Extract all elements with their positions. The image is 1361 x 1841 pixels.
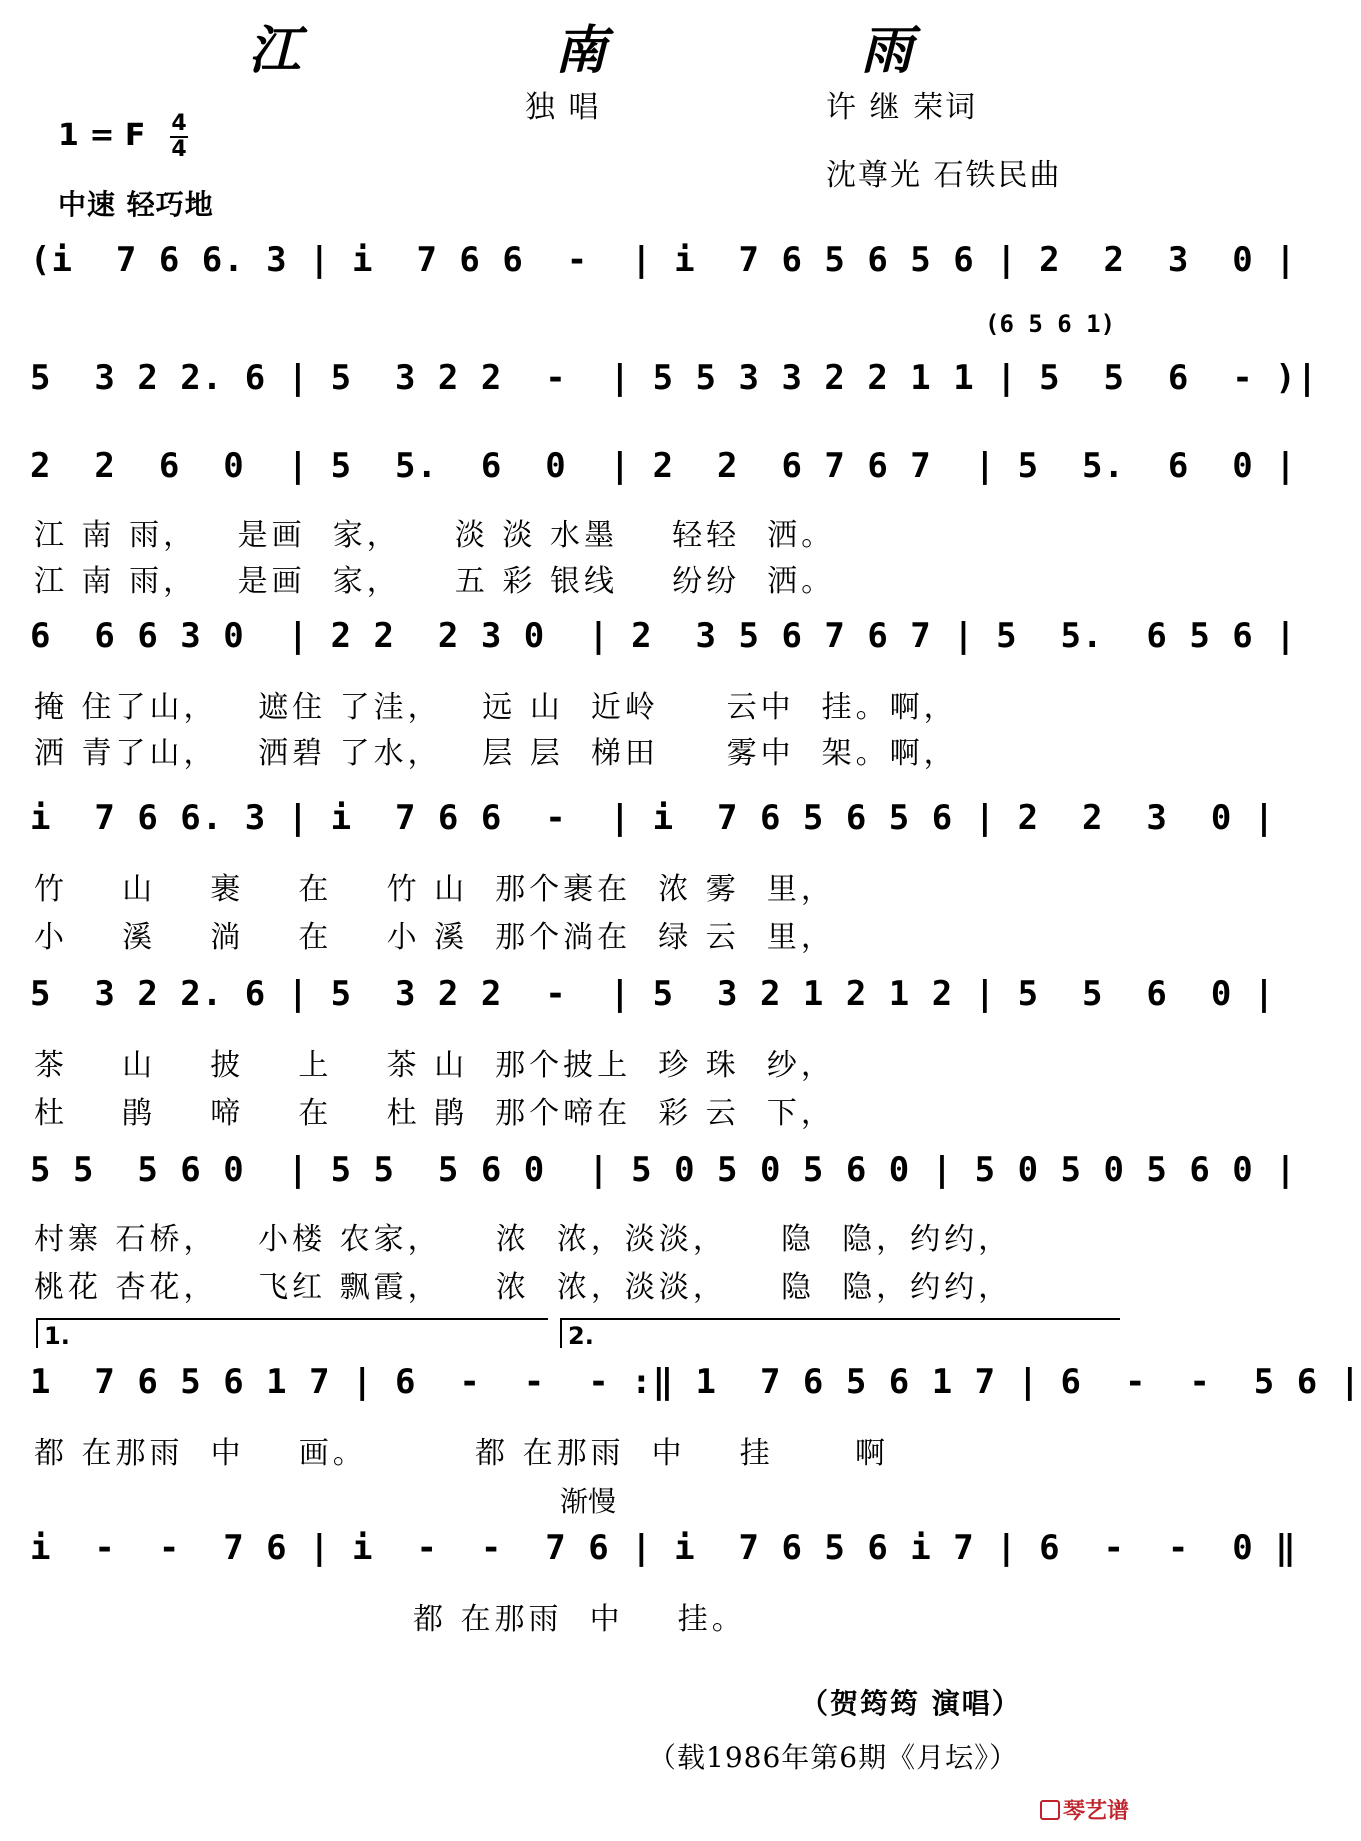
score-row-7-notes: 5 5 5 6 0 | 5 5 5 6 0 | 5 0 5 0 5 6 0 | 5 0 5 0 5 6 0 |: [30, 1150, 1297, 1190]
key-signature: 1 = F: [58, 118, 146, 153]
performance-type: 独 唱: [525, 90, 601, 125]
score-row-4-notes: 6 6 6 3 0 | 2 2 2 3 0 | 2 3 5 6 7 6 7 | 5 5. 6 5 6 |: [30, 616, 1297, 656]
score-row-6-notes: 5 3 2 2. 6 | 5 3 2 2 - | 5 3 2 1 2 1 2 | 5 5 6 0 |: [30, 974, 1276, 1014]
site-watermark: [1040, 1794, 1129, 1825]
ending-1-bracket: [36, 1318, 548, 1320]
ritardando-marking: 渐慢: [560, 1485, 617, 1518]
ending-2-bracket: [560, 1318, 1120, 1320]
score-row-3-notes: 2 2 6 0 | 5 5. 6 0 | 2 2 6 7 6 7 | 5 5. 6 0 |: [30, 446, 1297, 486]
lyricist-credit: 许 继 荣词: [826, 90, 978, 125]
ending-2-label: 2.: [568, 1322, 594, 1350]
tempo-marking: 中速 轻巧地: [58, 188, 214, 221]
score-row-1-notes: (i 7 6 6. 3 | i 7 6 6 - | i 7 6 5 6 5 6 | 2 2 3 0 |: [30, 240, 1297, 280]
row-7-lyric-verse-1: 村寨 石桥， 小楼 农家， 浓 浓，淡淡， 隐 隐，约约，: [34, 1222, 1013, 1257]
source-note: （载1986年第6期《月坛》）: [648, 1741, 1019, 1774]
score-row-2-notes: 5 3 2 2. 6 | 5 3 2 2 - | 5 5 3 3 2 2 1 1 | 5 5 6 - )|: [30, 358, 1319, 398]
row-7-lyric-verse-2: 桃花 杏花， 飞红 飘霞， 浓 浓，淡淡， 隐 隐，约约，: [34, 1270, 1013, 1305]
row-4-lyric-verse-2: 洒 青了山， 洒碧 了水， 层 层 梯田 雾中 架。啊，: [34, 736, 958, 771]
row-9-lyric: 都 在那雨 中 挂。: [34, 1602, 746, 1637]
singer-credit: （贺筠筠 演唱）: [800, 1687, 1022, 1720]
time-signature-bottom: 4: [171, 137, 187, 162]
time-signature-top: 4: [171, 111, 187, 136]
watermark-logo-icon: [1040, 1800, 1060, 1820]
row-6-lyric-verse-1: 茶 山 披 上 茶 山 那个披上 珍 珠 纱，: [34, 1048, 835, 1083]
watermark-text: 琴艺谱: [1063, 1799, 1130, 1824]
row-5-lyric-verse-1: 竹 山 裹 在 竹 山 那个裹在 浓 雾 里，: [34, 872, 835, 907]
row-6-lyric-verse-2: 杜 鹃 啼 在 杜 鹃 那个啼在 彩 云 下，: [34, 1096, 835, 1131]
composer-credit: 沈尊光 石铁民曲: [826, 158, 1062, 193]
score-row-5-notes: i 7 6 6. 3 | i 7 6 6 - | i 7 6 5 6 5 6 | 2 2 3 0 |: [30, 798, 1276, 838]
song-title: 江 南 雨: [248, 20, 1031, 81]
score-row-9-notes: i - - 7 6 | i - - 7 6 | i 7 6 5 6 i 7 | 6 - - 0 ‖: [30, 1528, 1297, 1568]
row-4-lyric-verse-1: 掩 住了山， 遮住 了洼， 远 山 近岭 云中 挂。啊，: [34, 690, 958, 725]
row-3-lyric-verse-1: 江 南 雨， 是画 家， 淡 淡 水墨 轻轻 洒。: [34, 518, 836, 553]
ending-1-bracket-tick: [36, 1318, 38, 1348]
ending-1-label: 1.: [44, 1322, 70, 1350]
row-8-lyric: 都 在那雨 中 画。 都 在那雨 中 挂 啊: [34, 1436, 890, 1471]
alt-notes-annotation: (6 5 6 1): [985, 310, 1116, 338]
time-signature: [170, 112, 188, 162]
ending-2-bracket-tick: [560, 1318, 562, 1348]
row-5-lyric-verse-2: 小 溪 淌 在 小 溪 那个淌在 绿 云 里，: [34, 920, 835, 955]
row-3-lyric-verse-2: 江 南 雨， 是画 家， 五 彩 银线 纷纷 洒。: [34, 564, 836, 599]
score-row-8-notes: 1 7 6 5 6 1 7 | 6 - - - :‖ 1 7 6 5 6 1 7 | 6 - - 5 6 |: [30, 1362, 1361, 1402]
